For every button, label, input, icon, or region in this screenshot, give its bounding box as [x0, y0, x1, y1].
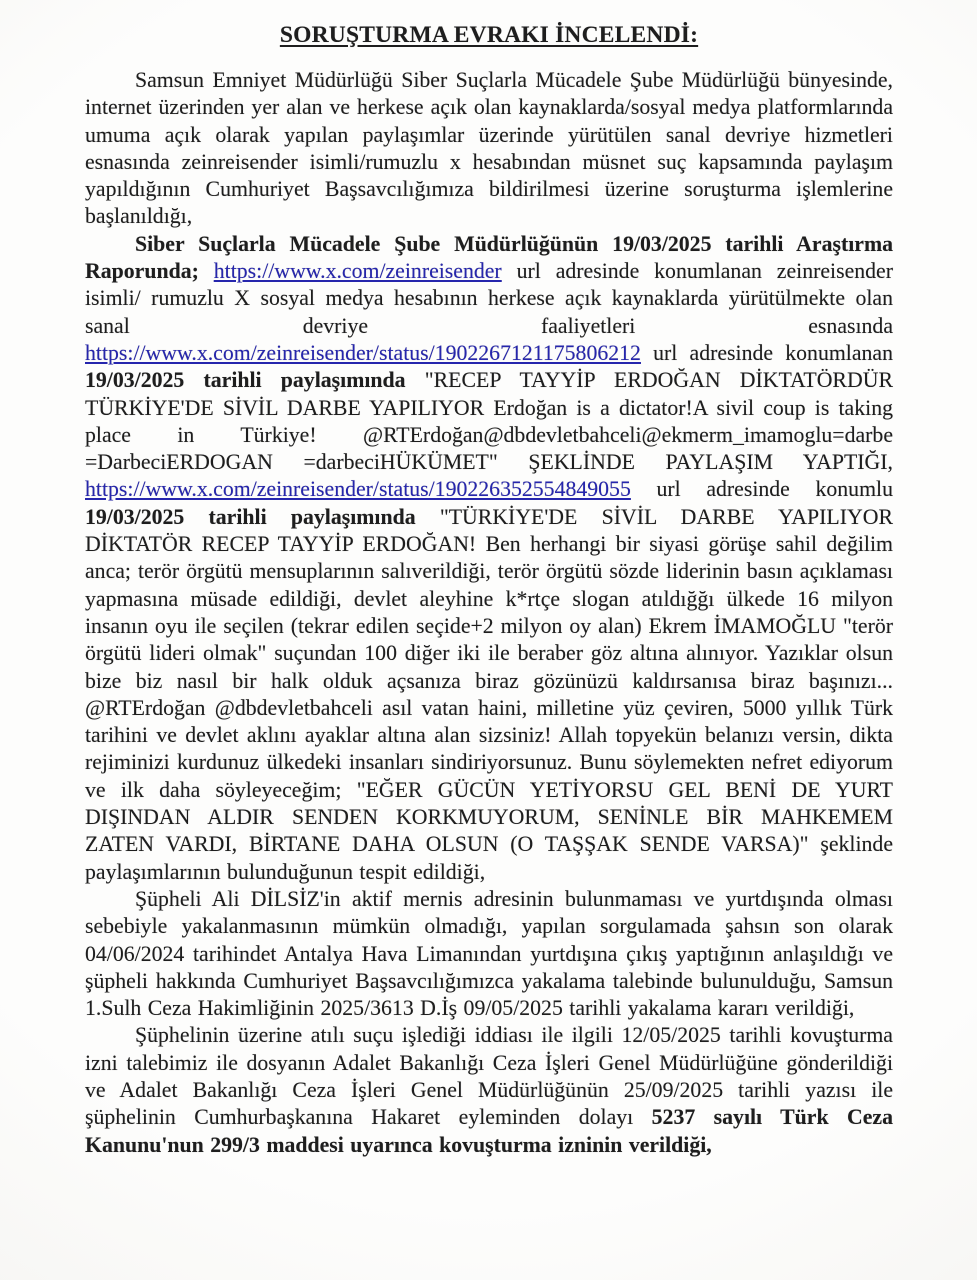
bold-text: 19/03/2025 tarihli paylaşımında: [85, 504, 440, 529]
body-text: url adresinde konumlanan: [640, 340, 893, 365]
url-link[interactable]: https://www.x.com/zeinreisender/status/190226352554849055: [85, 477, 631, 502]
body-text: "RECEP TAYYİP ERDOĞAN DİKTATÖRDÜR TÜRKİYE'DE SİVİL DARBE YAPILIYOR Erdoğan is a dictator!A sivil coup is taking place in Türkiye! @RTErdoğan@dbdevletbahceli@ekmerm_imamoglu=darbe =DarbeciERDOGAN =darbeciHÜKÜMET" ŞEKLİNDE PAYLAŞIM YAPTIĞI,: [85, 368, 893, 475]
body-text: Samsun Emniyet Müdürlüğü Siber Suçlarla Mücadele Şube Müdürlüğü bünyesinde, internet üzerinden yer alan ve herkese açık olan kaynaklarda/sosyal medya platformlarında umuma açık olarak yapılan paylaşımlar üzerinde yürütülen sanal devriye hizmetleri esnasında zeinreisender isimli/rumuzlu x hesabından müsnet suç kapsamında paylaşım yapıldığının Cumhuriyet Başsavcılığımıza bildirilmesi üzerine soruşturma işlemlerine başlanıldığı,: [85, 68, 893, 229]
body-text: url adresinde konumlu: [630, 477, 893, 502]
bold-text: 19/03/2025 tarihli paylaşımında: [85, 368, 425, 393]
bold-text: 5237 sayılı Türk Ceza Kanunu'nun 299/3 maddesi uyarınca kovuşturma izninin verildiği,: [85, 1105, 893, 1157]
document-page: [85, 20, 893, 1159]
paragraph-intro: [85, 67, 893, 231]
body-text: url adresinde konumlanan zeinreisender isimli/ rumuzlu X sosyal medya hesabının herkese açık kaynaklarda yürütülmekte olan sanal devriye faaliyetleri esnasında: [85, 259, 893, 338]
document-body: [85, 67, 893, 1159]
url-link[interactable]: https://www.x.com/zeinreisender: [213, 259, 502, 284]
body-text: "TÜRKİYE'DE SİVİL DARBE YAPILIYOR DİKTATÖR RECEP TAYYİP ERDOĞAN! Ben herhangi bir siyasi görüşe sahil değilim anca; terör örgütü mensuplarının salıverildiği, terör örgütü sözde liderinin basın açıklaması yapmasına müsade edildiği, devlet aleyhine k*rtçe slogan atıldığğı ülkede 16 milyon insanın oyu ile seçilen (tekrar edilen seçide+2 milyon oy alan) Ekrem İMAMOĞLU "terör örgütü lideri olmak" suçundan 100 diğer iki ile beraber göz altına alınıyor. Yazıklar olsun bize biz nasıl bir halk olduk açsanıza biraz gözünüzü kaldırsanısa biraz başınızı... @RTErdoğan @dbdevletbahceli asıl vatan haini, milletine yüz çeviren, 5000 yıllık Türk tarihini ve devlet aklını ayaklar altına alan sizsiniz! Allah topyekün belanızı versin, dikta rejiminizi kurdunuz ülkedeki insanları sindiriyorsunuz. Bunu söylemekten nefret ediyorum ve ilk daha söyleyeceğim; "EĞER GÜCÜN YETİYORSU GEL BENİ DE YURT DIŞINDAN ALDIR SENDEN KORKMUYORUM, SENİNLE BİR MAHKEMEM ZATEN VARDI, BİRTANE DAHA OLSUN (O TAŞŞAK SENDE VARSA)" şeklinde paylaşımlarının bulunduğunun tespit edildiği,: [85, 504, 893, 884]
paragraph-research-report: [85, 231, 893, 886]
document-title: SORUŞTURMA EVRAKI İNCELENDİ:: [279, 22, 699, 48]
paragraph-prosecution-permission: [85, 1022, 893, 1158]
body-text: Şüpheli Ali DİLSİZ'in aktif mernis adresinin bulunmaması ve yurtdışında olması sebebiyle yakalanmasının mümkün olmadığı, yapılan sorgulamada şahsın son olarak 04/06/2024 tarihindet Antalya Hava Limanından yurtdışına çıkış yaptığının anlaşıldığı ve şüpheli hakkında Cumhuriyet Başsavcılığımızca yakalama talebinde bulunulduğu, Samsun 1.Sulh Ceza Hakimliğinin 2025/3613 D.İş 09/05/2025 tarihli yakalama kararı verildiği,: [85, 886, 893, 1021]
body-text: Şüphelinin üzerine atılı suçu işlediği iddiası ile ilgili 12/05/2025 tarihli kovuşturma izni talebimiz ile dosyanın Adalet Bakanlığı Ceza İşleri Genel Müdürlüğüne gönderildiği ve Adalet Bakanlığı Ceza İşleri Genel Müdürlüğünün 25/09/2025 tarihli yazısı ile şüphelinin Cumhurbaşkanına Hakaret eyleminden dolayı: [85, 1023, 893, 1130]
paragraph-suspect-warrant: [85, 886, 893, 1022]
bold-text: Siber Suçlarla Mücadele Şube Müdürlüğünün 19/03/2025 tarihli Araştırma Raporunda;: [85, 231, 893, 284]
url-link[interactable]: https://www.x.com/zeinreisender/status/1902267121175806212: [85, 340, 641, 365]
